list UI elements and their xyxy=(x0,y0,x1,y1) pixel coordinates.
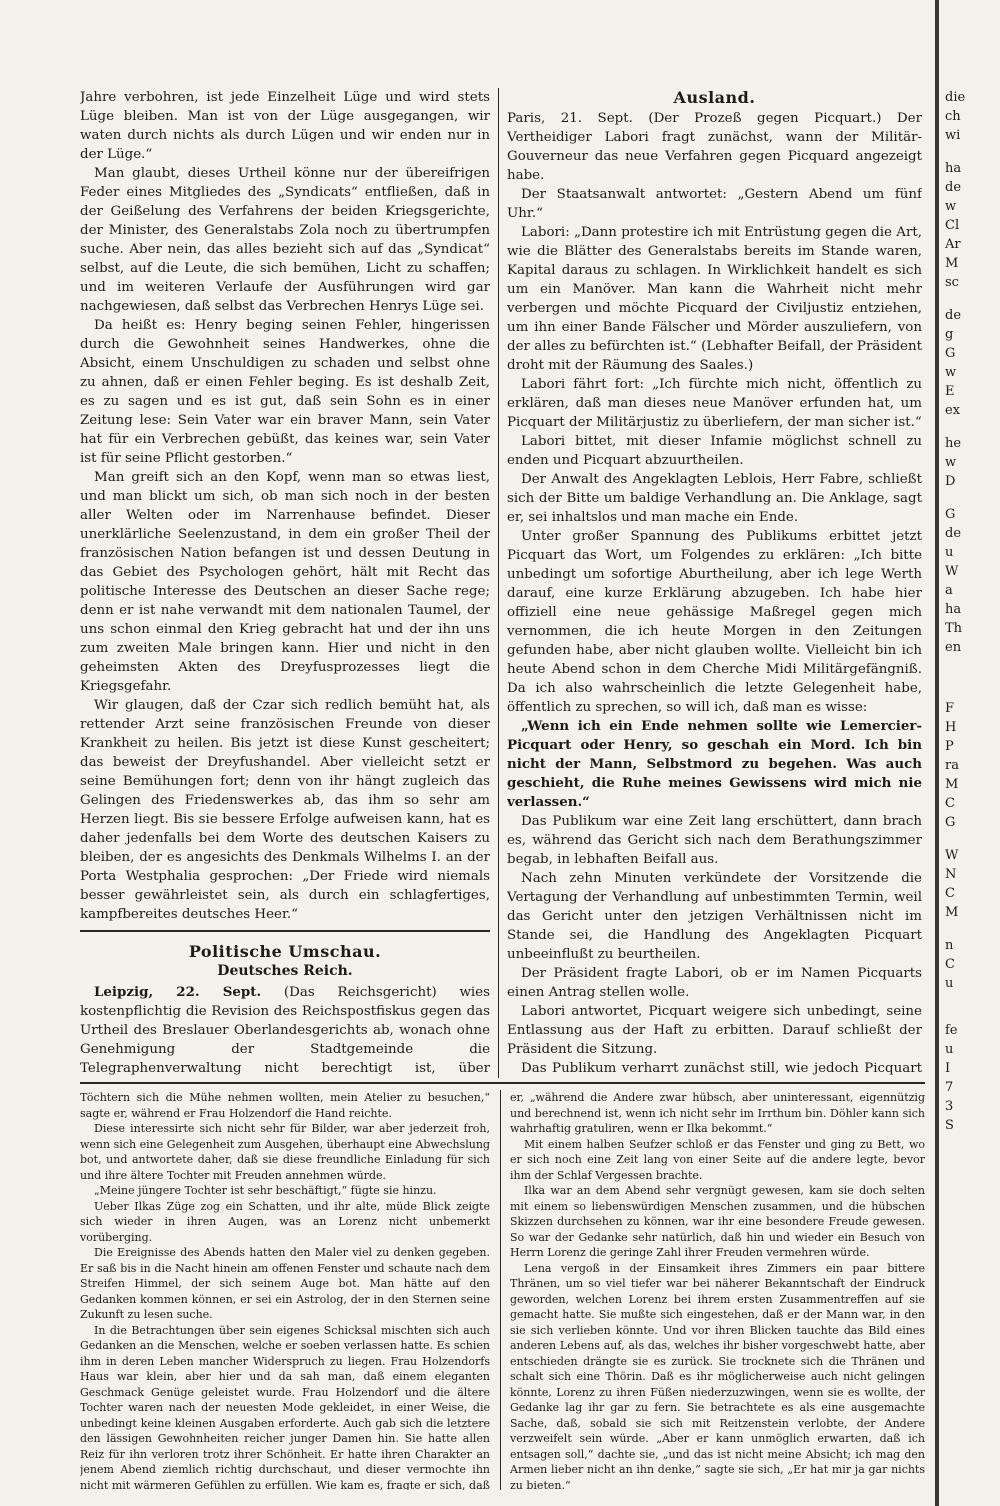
paragraph: Wir glaugen, daß der Czar sich redlich bemüht hat, als rettender Arzt seine französischen Freunde von dieser Krankheit zu heilen. Bis jetzt ist diese Kunst gescheitert; das beweist der Dreyfushandel. Aber vielleicht setzt er seine Bemühungen fort; denn von ihr hängt zugleich das Gelingen des Friedenswerkes ab, das ihm so sehr am Herzen liegt. Bis sie bessere Erfolge aufweisen kann, hat es daher jedenfalls bei dem Worte des deutschen Kaisers zu bleiben, der es angesichts des Denkmals Wilhelms I. an der Porta Westphalia gesprochen: „Der Friede wird niemals besser gewährleistet sein, als durch ein schlagfertiges, kampfbereites deutsches Heer.“ xyxy=(80,698,490,922)
margin-fragment: E xyxy=(945,384,955,399)
margin-fragment: G xyxy=(945,346,956,361)
paragraph: Jahre verbohren, ist jede Einzelheit Lüge und wird stets Lüge bleiben. Man ist von der Lüge ausgegangen, wir waten durch nichts als durch Lügen und wir enden nur in der Lüge.“ xyxy=(80,90,490,162)
margin-fragment: C xyxy=(945,886,955,901)
paragraph: Labori antwortet, Picquart weigere sich unbedingt, seine Entlassung aus der Haft zu erbitten. Darauf schließt der Präsident die Sitzung. xyxy=(507,1004,922,1057)
margin-fragment: Cl xyxy=(945,218,960,233)
left-column xyxy=(80,88,490,1078)
page-gutter-edge xyxy=(935,0,939,1506)
paragraph: Der Staatsanwalt antwortet: „Gestern Abend um fünf Uhr.“ xyxy=(507,187,922,221)
margin-fragment: en xyxy=(945,640,962,655)
margin-fragment: 3 xyxy=(945,1099,954,1114)
margin-fragment: C xyxy=(945,796,955,811)
margin-fragment: M xyxy=(945,905,959,920)
margin-fragment: ra xyxy=(945,758,959,773)
column-divider xyxy=(498,88,499,1078)
paragraph: Nach zehn Minuten verkündete der Vorsitzende die Vertagung der Verhandlung auf unbestimmten Termin, weil das Gericht unter den jetzigen Verhältnissen nicht im Stande sei, die Handlung des Angeklagten Picquart unbeeinflußt zu beurtheilen. xyxy=(507,871,922,962)
margin-fragment: P xyxy=(945,739,954,754)
margin-fragment xyxy=(945,145,1000,159)
margin-fragment: M xyxy=(945,256,959,271)
margin-fragment: ch xyxy=(945,109,961,124)
margin-fragment: G xyxy=(945,815,956,830)
paragraph: Das Publikum verharrt zunächst still, wie jedoch Picquart xyxy=(521,1061,922,1076)
margin-fragment: I xyxy=(945,1061,951,1076)
margin-fragment: W xyxy=(945,564,959,579)
news-dateline: Leipzig, 22. Sept. xyxy=(94,984,262,1000)
right-article xyxy=(507,109,922,1078)
margin-fragment: ex xyxy=(945,403,961,418)
paragraph: Da heißt es: Henry beging seinen Fehler, hingerissen durch die Gewohnheit seines Handwerkes, ohne die Absicht, einem Unschuldigen zu schaden und selbst ohne zu ahnen, daß er einen Fehler beging. Es ist deshalb Zeit, es zu sagen und es ist gut, daß sein Sohn es in einer Zeitung lese: Sein Vater war ein braver Mann, sein Vater hat für ein Verbrechen gebüßt, das keines war, sein Vater ist für seine Pflicht gestorben.“ xyxy=(80,318,490,466)
margin-fragment: 7 xyxy=(945,1080,954,1095)
margin-fragment xyxy=(945,491,1000,505)
margin-fragment: ha xyxy=(945,161,962,176)
margin-fragment: N xyxy=(945,867,957,882)
margin-fragment: u xyxy=(945,976,954,991)
feuilleton-paragraph: Ilka war an dem Abend sehr vergnügt gewesen, kam sie doch selten mit einem so liebenswürdigen Menschen zusammen, und die hübschen Skizzen durchsehen zu können, war ihr eine besondere Freude gewesen. So war der Gedanke sehr natürlich, daß hin und wieder ein Besuch von Herrn Lorenz die geringe Zahl ihrer Freuden vermehren würde. xyxy=(510,1184,925,1259)
margin-fragment: u xyxy=(945,1042,954,1057)
feuilleton-paragraph: Ueber Ilkas Züge zog ein Schatten, und ihr alte, müde Blick zeigte sich wieder in ihren Augen, was an Lorenz nicht unbemerkt vorüberging. xyxy=(80,1199,490,1244)
paragraph: Labori bittet, mit dieser Infamie möglichst schnell zu enden und Picquart abzuurtheilen. xyxy=(507,434,922,468)
feuilleton-right-column xyxy=(510,1090,925,1490)
margin-fragment xyxy=(945,671,1000,685)
paragraph: Unter großer Spannung des Publikums erbittet jetzt Picquart das Wort, um Folgendes zu erklären: „Ich bitte unbedingt um sofortige Aburtheilung, aber ich lege Werth darauf, eine kurze Erklärung abzugeben. Ich habe hier offiziell eine neue gehässige Maßregel gegen mich vernommen, die ich heute Morgen in den Zeitungen gefunden habe, aber nicht glauben wollte. Vielleicht bin ich heute Abend schon in dem Cherche Midi Militärgefängniß. Da ich also wahrscheinlich die letzte Gelegenheit habe, öffentlich zu sprechen, so will ich, daß man es wisse: xyxy=(507,529,922,715)
left-article xyxy=(80,88,490,924)
margin-fragment: W xyxy=(945,848,959,863)
margin-fragment: S xyxy=(945,1118,954,1133)
paragraph: Labori: „Dann protestire ich mit Entrüstung gegen die Art, wie die Blätter des Generalstabs bereits im Stande waren, Kapital daraus zu schlagen. In Wirklichkeit handelt es sich um ein Manöver. Man kann die Wahrheit nicht mehr verbergen und möchte Picquard der Civiljustiz entziehen, um ihn einer Bande Fälscher und Mörder auszuliefern, von der alles zu befürchten ist.“ (Lebhafter Beifall, der Präsident droht mit der Räumung des Saales.) xyxy=(507,225,922,373)
margin-fragment xyxy=(945,922,1000,936)
feuilleton xyxy=(80,1090,925,1490)
paragraph: „Wenn ich ein Ende nehmen sollte wie Lemercier-Picquart oder Henry, so geschah ein Mord. Ich bin nicht der Mann, Selbstmord zu begehen. Was auch geschieht, die Ruhe meines Gewissens wird mich nie verlassen.“ xyxy=(507,718,922,810)
feuilleton-left-column xyxy=(80,1090,490,1490)
margin-fragment: M xyxy=(945,777,959,792)
feuilleton-paragraph: Die Ereignisse des Abends hatten den Maler viel zu denken gegeben. Er saß bis in die Nacht hinein am offenen Fenster und schaute nach dem Streifen Himmel, der sich seinem Auge bot. Man hätte auf den Gedanken kommen können, er sei ein Astrolog, der in den Sternen seine Zukunft zu lesen suche. xyxy=(80,1246,490,1321)
margin-fragment: a xyxy=(945,583,953,598)
margin-fragment xyxy=(945,993,1000,1007)
paragraph: Paris, 21. Sept. (Der Prozeß gegen Picquart.) Der Vertheidiger Labori fragt zunächst, wann der Militär-Gouverneur das neue Verfahren gegen Picquard angezeigt habe. xyxy=(507,111,922,183)
margin-fragment: n xyxy=(945,938,954,953)
margin-fragment: w xyxy=(945,455,957,470)
feuilleton-paragraph: Mit einem halben Seufzer schloß er das Fenster und ging zu Bett, wo er sich noch eine Zeit lang von einer Seite auf die andere legte, bevor ihm der Schlaf Vergessen brachte. xyxy=(510,1137,925,1182)
section-title-abroad: Ausland. xyxy=(673,88,756,107)
margin-fragment: he xyxy=(945,436,962,451)
margin-fragment xyxy=(945,420,1000,434)
margin-fragment: u xyxy=(945,545,954,560)
margin-fragment xyxy=(945,832,1000,846)
section-title-politics: Politische Umschau. xyxy=(188,942,382,961)
feuilleton-paragraph: In die Betrachtungen über sein eigenes Schicksal mischten sich auch Gedanken an die Menschen, welche er soeben verlassen hatte. Es schien ihm in deren Leben mancher Widerspruch zu liegen. Frau Holzendorfs Haus war klein, aber hier und da sah man, daß einem eleganten Geschmack Genüge geleistet wurde. Frau Holzendorf und die ältere Tochter waren nach der neuesten Mode gekleidet, in einer Weise, die unbedingt keine kleinen Ausgaben erforderte. Auch gab sich die letztere den lässigen Gewohnheiten reicher junger Damen hin. Sie hatte allen Reiz für ihn verloren trotz ihrer Schönheit. Er hatte ihren Charakter an jenem Abend ziemlich richtig durchschaut, und dieser vermochte ihn nicht mit wärmeren Gefühlen zu erfüllen. Wie kam es, fragte er sich, daß xyxy=(80,1323,490,1490)
feuilleton-column-divider xyxy=(500,1090,501,1490)
subsection-title-germany: Deutsches Reich. xyxy=(217,963,353,979)
margin-fragment: de xyxy=(945,526,962,541)
news-body: (Das Reichsgericht) wies kostenpflichtig die Revision des Reichspostfiskus gegen das Urtheil des Breslauer Oberlandesgerichts ab, wonach ohne Genehmigung der Stadtgemeinde die Telegraphenverwaltung nicht berechtigt ist, über xyxy=(80,985,490,1076)
margin-fragment xyxy=(945,292,1000,306)
section-divider xyxy=(80,930,490,932)
right-column xyxy=(507,88,922,1078)
margin-fragment: w xyxy=(945,365,957,380)
margin-fragment: de xyxy=(945,180,962,195)
margin-fragment: g xyxy=(945,327,954,342)
margin-fragment: sc xyxy=(945,275,959,290)
paragraph: Der Anwalt des Angeklagten Leblois, Herr Fabre, schließt sich der Bitte um baldige Verhandlung an. Die Anklage, sagt er, sei inhaltslos und man mache ein Ende. xyxy=(507,472,922,525)
feuilleton-paragraph: Lena vergoß in der Einsamkeit ihres Zimmers ein paar bittere Thränen, um so viel tiefer war bei näherer Bekanntschaft der Eindruck geworden, welchen Lorenz bei ihrem ersten Zusammentreffen auf sie gemacht hatte. Sie mußte sich eingestehen, daß er der Mann war, in den sie sich verlieben könnte. Und vor ihren Blicken tauchte das Bild eines anderen Lebens auf, als das, welches ihr bisher vorgeschwebt hatte, aber entschieden drängte sie es zurück. Sie trocknete sich die Thränen und schalt sich eine Thörin. Daß es ihr möglicherweise auch nicht gelingen könnte, Lorenz zu ihren Füßen niederzuzwingen, wenn sie es wollte, der Gedanke lag ihr gar zu fern. Sie betrachtete es als eine ausgemachte Sache, daß, sobald sie sich mit Reitzenstein verlobte, der Andere verzweifelt sein würde. „Aber er kann unmöglich erwarten, daß ich entsagen soll,“ dachte sie, „und das ist nicht meine Absicht; ich mag den Armen lieber nicht an ihn denke,“ sagte sie sich, „Er hat mir ja gar nichts zu bieten.“ xyxy=(510,1261,925,1490)
feuilleton-rule xyxy=(80,1082,925,1084)
margin-fragment xyxy=(945,657,1000,671)
margin-fragment: die xyxy=(945,90,966,105)
margin-fragment: w xyxy=(945,199,957,214)
news-items xyxy=(80,983,490,1078)
paragraph: Labori fährt fort: „Ich fürchte mich nicht, öffentlich zu erklären, daß man dieses neue Manöver erfunden hat, um Picquart der Militärjustiz zu überliefern, der man sicher ist.“ xyxy=(507,377,922,430)
feuilleton-paragraph: Diese interessirte sich nicht sehr für Bilder, war aber jederzeit froh, wenn sich eine Gelegenheit zum Ausgehen, überhaupt eine Abwechslung bot, und antwortete daher, daß sie diese freundliche Einladung für sich und ihre ältere Tochter mit Freuden annehmen würde. xyxy=(80,1122,490,1182)
margin-fragment: Th xyxy=(945,621,963,636)
margin-fragment: D xyxy=(945,474,956,489)
margin-fragment: C xyxy=(945,957,955,972)
paragraph: Man greift sich an den Kopf, wenn man so etwas liest, und man blickt um sich, ob man sich noch in der besten aller Welten oder im Narrenhause befindet. Dieser unerklärliche Seelenzustand, in dem ein großer Theil der französischen Nation befangen ist und dessen Deutung in das Gebiet des Psychologen gehört, hält mit Recht das politische Interesse des Deutschen an dieser Sache rege; denn er ist nahe verwandt mit dem nationalen Taumel, der uns schon einmal den Krieg gebracht hat und der ihn uns zum zweiten Male bringen kann. Hier und nicht in den geheimsten Akten des Dreyfusprozesses liegt die Kriegsgefahr. xyxy=(80,470,490,694)
margin-fragment: H xyxy=(945,720,957,735)
feuilleton-paragraph: er, „während die Andere zwar hübsch, aber uninteressant, eigennützig und berechnend ist, wenn ich nicht sehr im Irrthum bin. Döhler kann sich wahrhaftig gratuliren, wenn er Ilka bekommt.“ xyxy=(510,1091,925,1135)
news-item xyxy=(80,983,490,1078)
paragraph: Man glaubt, dieses Urtheil könne nur der übereifrigen Feder eines Mitgliedes des „Syndicats“ entfließen, daß in der Geißelung des Verfahrens der beiden Kriegsgerichte, der Minister, des Generalstabs Zola noch zu übertrumpfen suche. Aber nein, das alles bezieht sich auf das „Syndicat“ selbst, auf die Leute, die sich bemühen, Licht zu schaffen; und im weiteren Verlaufe der Ausführungen wird gar nachgewiesen, daß selbst das Verbrechen Henrys Lüge sei. xyxy=(80,166,490,314)
adjacent-page-fragments xyxy=(945,88,1000,1488)
feuilleton-paragraph: Töchtern sich die Mühe nehmen wollten, mein Atelier zu besuchen,“ sagte er, während er Frau Holzendorf die Hand reichte. xyxy=(80,1091,490,1120)
feuilleton-paragraph: „Meine jüngere Tochter ist sehr beschäftigt,“ fügte sie hinzu. xyxy=(94,1184,437,1197)
margin-fragment: F xyxy=(945,701,955,716)
paragraph: Das Publikum war eine Zeit lang erschüttert, dann brach es, während das Gericht sich nach dem Berathungszimmer begab, in lebhaften Beifall aus. xyxy=(507,814,922,867)
paragraph: Der Präsident fragte Labori, ob er im Namen Picquarts einen Antrag stellen wolle. xyxy=(507,966,922,1000)
margin-fragment xyxy=(945,685,1000,699)
margin-fragment: wi xyxy=(945,128,961,143)
margin-fragment xyxy=(945,1007,1000,1021)
margin-fragment: Ar xyxy=(945,237,961,252)
margin-fragment: G xyxy=(945,507,956,522)
margin-fragment: fe xyxy=(945,1023,958,1038)
margin-fragment: de xyxy=(945,308,962,323)
margin-fragment: ha xyxy=(945,602,962,617)
